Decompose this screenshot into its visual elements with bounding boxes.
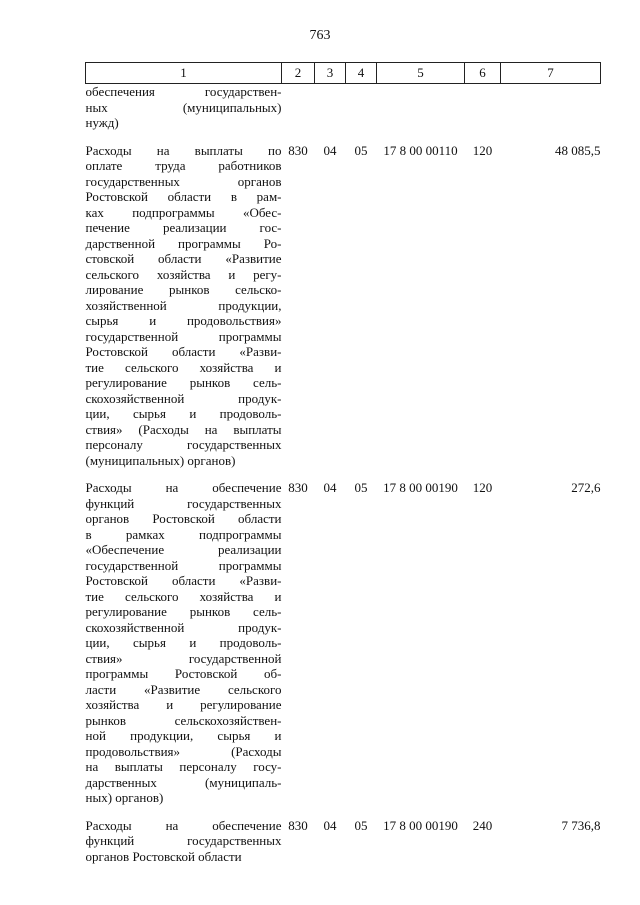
cell-target-item: 17 8 00 00190 xyxy=(383,817,458,833)
description-line: стовской области «Развитие xyxy=(85,251,282,266)
header-cell-1: 1 xyxy=(86,63,282,84)
description-line: печение реализации гос- xyxy=(85,220,282,235)
description-line: хозяйственной продукции, xyxy=(85,297,282,313)
row-description xyxy=(86,818,282,877)
description-line: ных (муниципальных) xyxy=(85,99,282,115)
cell-expense-type: 120 xyxy=(472,480,493,495)
header-cell-2: 2 xyxy=(282,63,315,84)
description-line: лирование рынков сельско- xyxy=(85,282,282,297)
description-line: функций государственных xyxy=(85,833,282,848)
page-number: 763 xyxy=(309,28,331,43)
row-description xyxy=(86,84,282,143)
description-line: ной продукции, сырья и xyxy=(85,728,282,743)
description-line: ках подпрограммы «Обес- xyxy=(85,204,282,220)
description-line: ствия» государственной xyxy=(85,650,282,666)
cell-subsection: 05 xyxy=(354,142,368,158)
budget-table xyxy=(85,62,601,876)
description-line: Ростовской области «Разви- xyxy=(85,573,282,588)
description-line: персоналу государственных xyxy=(85,437,282,452)
table-row xyxy=(86,143,601,481)
description-line: хозяйства и регулирование xyxy=(85,697,282,712)
description-line: нужд) xyxy=(85,115,119,130)
description-line: ствия» (Расходы на выплаты xyxy=(85,421,282,437)
cell-ministry-code: 830 xyxy=(288,480,308,495)
description-line: Расходы на обеспечение xyxy=(85,480,282,495)
cell-expense-type: 120 xyxy=(472,142,493,158)
description-line: продовольствия» (Расходы xyxy=(85,743,282,759)
description-line: органов Ростовской области xyxy=(85,511,282,526)
description-line: рынков сельскохозяйствен- xyxy=(85,712,282,728)
cell-section: 04 xyxy=(323,480,337,495)
cell-target-item: 17 8 00 00190 xyxy=(383,480,458,495)
cell-section: 04 xyxy=(323,817,337,833)
header-row xyxy=(86,63,601,84)
description-line: обеспечения государствен- xyxy=(85,84,282,99)
description-line: ции, сырья и продоволь- xyxy=(85,406,282,421)
description-line: сельского хозяйства и регу- xyxy=(85,266,282,282)
description-line: Расходы на обеспечение xyxy=(85,817,282,833)
row-description xyxy=(86,143,282,481)
description-line: в рамках подпрограммы xyxy=(85,526,282,542)
cell-amount: 272,6 xyxy=(571,480,601,495)
description-line: государственных органов xyxy=(85,173,282,189)
cell-ministry-code: 830 xyxy=(288,817,308,833)
description-line: (муниципальных) органов) xyxy=(85,452,236,468)
cell-amount: 48 085,5 xyxy=(555,142,601,158)
description-line: ции, сырья и продоволь- xyxy=(85,635,282,650)
cell-subsection: 05 xyxy=(354,817,368,833)
cell-amount xyxy=(501,84,601,143)
description-line: скохозяйственной продук- xyxy=(85,390,282,406)
description-line: дарственной программы Ро- xyxy=(85,235,282,251)
description-line: государственной программы xyxy=(85,328,282,344)
description-line: сырья и продовольствия» xyxy=(85,313,282,328)
cell-section: 04 xyxy=(323,142,337,158)
description-line: дарственных (муниципаль- xyxy=(85,774,282,790)
description-line: регулирование рынков сель- xyxy=(85,604,282,619)
cell-ministry-code xyxy=(282,84,315,143)
description-line: тие сельского хозяйства и xyxy=(85,588,282,604)
header-cell-3: 3 xyxy=(315,63,346,84)
description-line: скохозяйственной продук- xyxy=(85,619,282,635)
cell-subsection: 05 xyxy=(354,480,368,495)
header-cell-5: 5 xyxy=(377,63,465,84)
description-line: ных) органов) xyxy=(85,790,164,805)
cell-target-item xyxy=(377,84,465,143)
description-line: регулирование рынков сель- xyxy=(85,375,282,390)
description-line: Ростовской области в рам- xyxy=(85,189,282,204)
description-line: государственной программы xyxy=(85,557,282,573)
cell-amount: 7 736,8 xyxy=(561,817,601,833)
row-description xyxy=(86,480,282,818)
description-line: оплате труда работников xyxy=(85,158,282,173)
cell-section xyxy=(315,84,346,143)
cell-ministry-code: 830 xyxy=(288,142,308,158)
cell-subsection xyxy=(346,84,377,143)
header-cell-7: 7 xyxy=(501,63,601,84)
table-row xyxy=(86,84,601,143)
header-cell-4: 4 xyxy=(346,63,377,84)
description-line: на выплаты персоналу госу- xyxy=(85,759,282,774)
description-line: программы Ростовской об- xyxy=(85,666,282,681)
table-row xyxy=(86,818,601,877)
table-row xyxy=(86,480,601,818)
description-line: функций государственных xyxy=(85,495,282,511)
description-line: органов Ростовской области xyxy=(85,848,242,864)
description-line: Расходы на выплаты по xyxy=(85,142,282,158)
description-line: ласти «Развитие сельского xyxy=(85,681,282,697)
description-line: Ростовской области «Разви- xyxy=(85,344,282,359)
header-cell-6: 6 xyxy=(465,63,501,84)
cell-expense-type: 240 xyxy=(472,817,493,833)
cell-target-item: 17 8 00 00110 xyxy=(383,142,458,158)
cell-expense-type xyxy=(465,84,501,143)
description-line: тие сельского хозяйства и xyxy=(85,359,282,375)
description-line: «Обеспечение реализации xyxy=(85,542,282,557)
